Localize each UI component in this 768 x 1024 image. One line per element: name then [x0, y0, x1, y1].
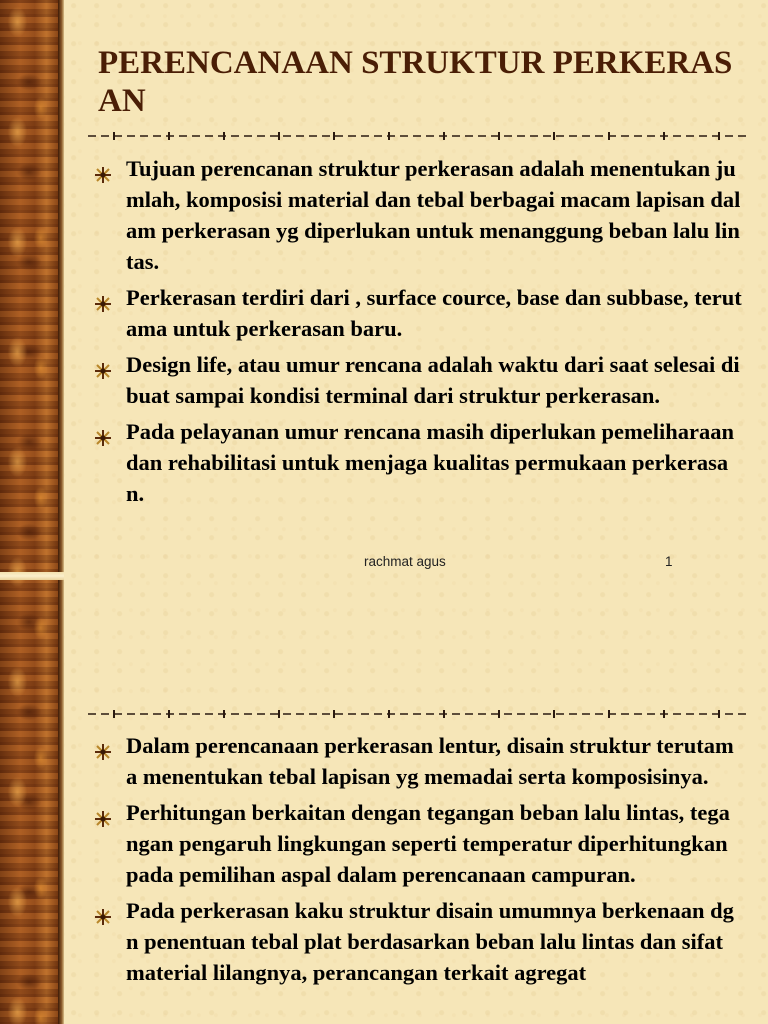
- bullet-item: [92, 797, 742, 890]
- footer-author: rachmat agus: [364, 554, 446, 569]
- bullet-item: [92, 730, 742, 792]
- bullet-list: [92, 730, 742, 988]
- slide-separator: [0, 572, 64, 580]
- star-burst-icon: [94, 161, 112, 179]
- bullet-text: Design life, atau umur rencana adalah waktu dari saat selesai dibuat sampai kondisi terminal dari struktur perkerasan.: [126, 352, 740, 408]
- star-burst-icon: [94, 738, 112, 756]
- star-burst-icon: [94, 805, 112, 823]
- bullet-item: [92, 153, 742, 277]
- bullet-text: Perhitungan berkaitan dengan tegangan beban lalu lintas, tegangan pengaruh lingkungan seperti temperatur diperhitungkan pada pemilihan aspal dalam perencanaan campuran.: [126, 800, 730, 887]
- bullet-text: Perkerasan terdiri dari , surface cource, base dan subbase, terutama untuk perkerasan baru.: [126, 285, 742, 341]
- bullet-item: [92, 416, 742, 509]
- bullet-text: Pada perkerasan kaku struktur disain umumnya berkenaan dgn penentuan tebal plat berdasarkan beban lalu lintas dan sifat material lilangnya, perancangan terkait agregat: [126, 898, 734, 985]
- slide-1: [64, 0, 768, 572]
- slide-title: PERENCANAAN STRUKTUR PERKERASAN: [98, 45, 733, 119]
- star-burst-icon: [94, 357, 112, 375]
- bullet-text: Pada pelayanan umur rencana masih diperlukan pemeliharaan dan rehabilitasi untuk menjaga kualitas permukaan perkerasan.: [126, 419, 735, 506]
- bullet-list: [92, 153, 742, 509]
- star-burst-icon: [94, 424, 112, 442]
- page-number: 1: [665, 554, 673, 569]
- wood-border: [0, 0, 58, 1024]
- bullet-item: [92, 349, 742, 411]
- bullet-item: [92, 282, 742, 344]
- title-divider: [88, 129, 748, 143]
- bullet-item: [92, 895, 742, 988]
- bullet-text: Dalam perencanaan perkerasan lentur, disain struktur terutama menentukan tebal lapisan yg memadai serta komposisinya.: [126, 733, 734, 789]
- star-burst-icon: [94, 903, 112, 921]
- star-burst-icon: [94, 290, 112, 308]
- slide-2: [64, 580, 768, 1024]
- bullet-text: Tujuan perencanan struktur perkerasan adalah menentukan jumlah, komposisi material dan tebal berbagai macam lapisan dalam perkerasan yg diperlukan untuk menanggung beban lalu lintas.: [126, 156, 741, 274]
- title-divider: [88, 707, 748, 721]
